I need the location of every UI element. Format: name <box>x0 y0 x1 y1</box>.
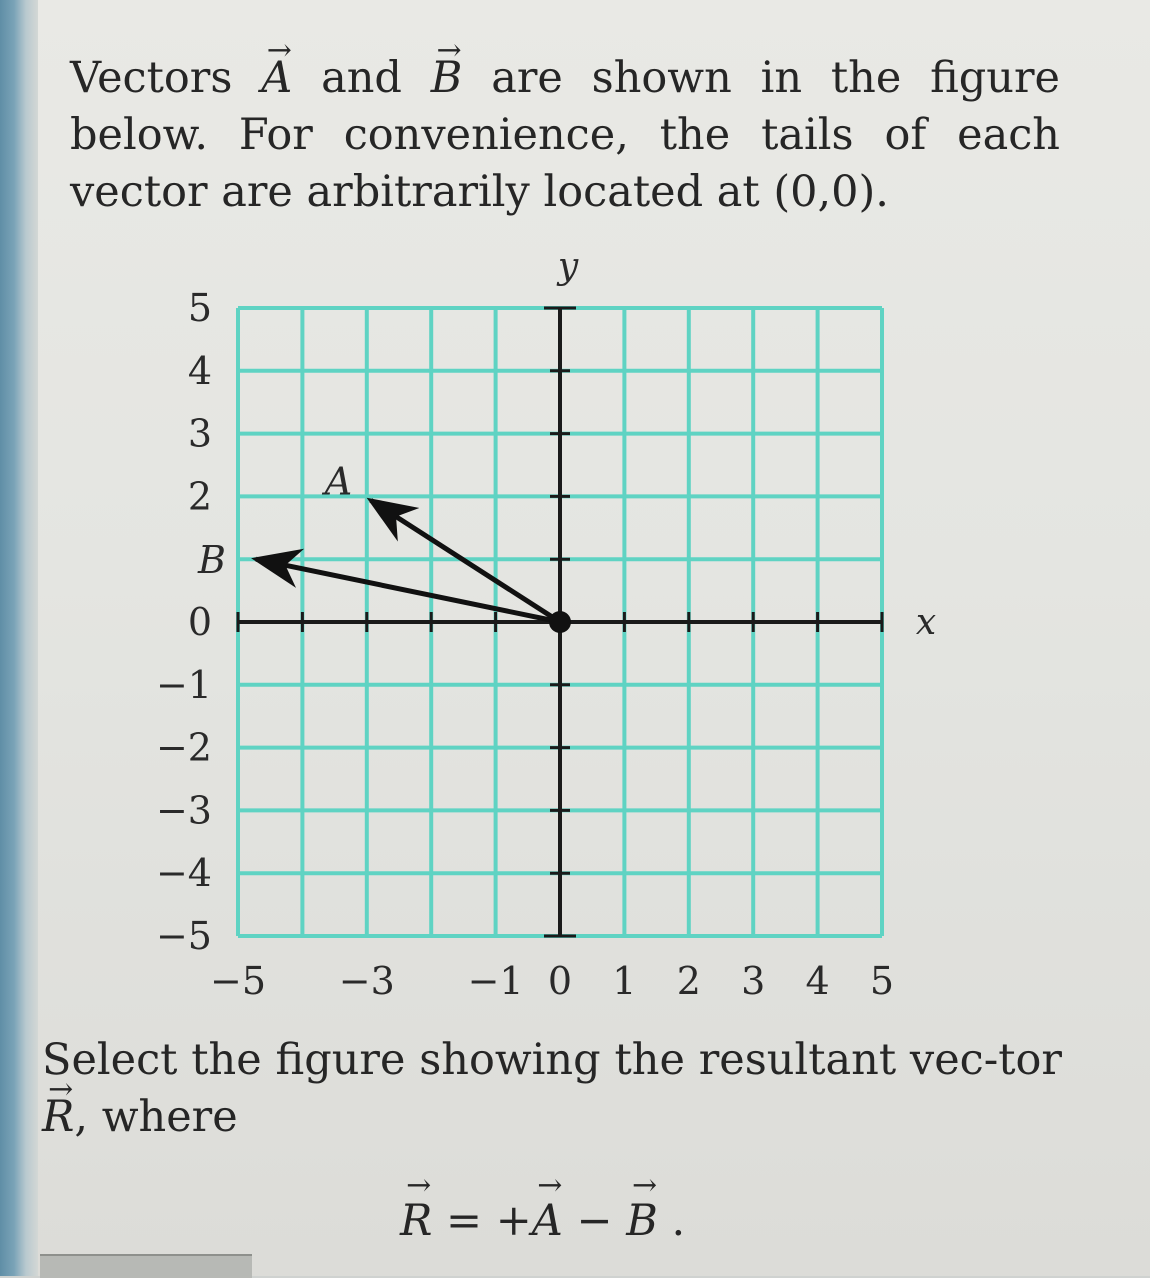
vector-a-symbol: → A <box>261 50 292 107</box>
y-tick-label: 4 <box>187 348 212 393</box>
equation-r: → R <box>400 1196 432 1246</box>
question-text-end: , where <box>74 1092 238 1142</box>
equation-end: . <box>657 1196 686 1246</box>
x-tick-label: 5 <box>869 959 895 1003</box>
intro-text-end: are shown in the figure below. For convenience, the tails of each vector are arbitrarily located at (0,0). <box>70 53 1060 217</box>
y-tick-label: 5 <box>187 286 212 330</box>
y-tick-label: 3 <box>187 411 212 456</box>
y-tick-label: −5 <box>155 914 212 958</box>
vector-b-symbol: → B <box>431 50 463 107</box>
vector-a-label: A <box>324 459 353 504</box>
question-text-start: Select the figure showing the resultant vec-tor <box>42 1035 1062 1085</box>
x-tick-label: 1 <box>612 959 637 1003</box>
x-tick-label: −1 <box>467 959 524 1003</box>
vector-r-symbol: → R <box>42 1089 74 1146</box>
y-tick-label: −4 <box>155 851 212 896</box>
question-text <box>42 1032 1062 1146</box>
x-tick-label: −3 <box>338 959 395 1003</box>
vector-b-label: B <box>198 538 226 583</box>
x-tick-label: 2 <box>676 959 701 1003</box>
y-axis-label: y <box>557 246 579 287</box>
x-axis-label: x <box>915 602 937 643</box>
y-tick-label: 2 <box>187 474 212 519</box>
intro-text-start: Vectors <box>70 53 262 103</box>
intro-text-and: and <box>292 53 431 103</box>
equation-b: → B <box>626 1196 658 1246</box>
equation-a: → A <box>532 1196 563 1246</box>
x-tick-label: 0 <box>547 959 573 1003</box>
y-tick-label: 0 <box>187 600 212 644</box>
y-tick-label: −3 <box>155 788 212 833</box>
x-tick-label: −5 <box>209 959 267 1003</box>
x-tick-label: 4 <box>805 959 830 1003</box>
y-tick-label: −1 <box>155 662 212 707</box>
bottom-tab-edge <box>40 1254 252 1278</box>
equation-equals-plus: = + <box>432 1196 532 1246</box>
origin-dot <box>549 611 571 633</box>
resultant-equation <box>400 1196 685 1246</box>
y-tick-label: −2 <box>155 725 212 770</box>
equation-minus: − <box>562 1196 627 1246</box>
x-tick-label: 3 <box>741 959 766 1003</box>
